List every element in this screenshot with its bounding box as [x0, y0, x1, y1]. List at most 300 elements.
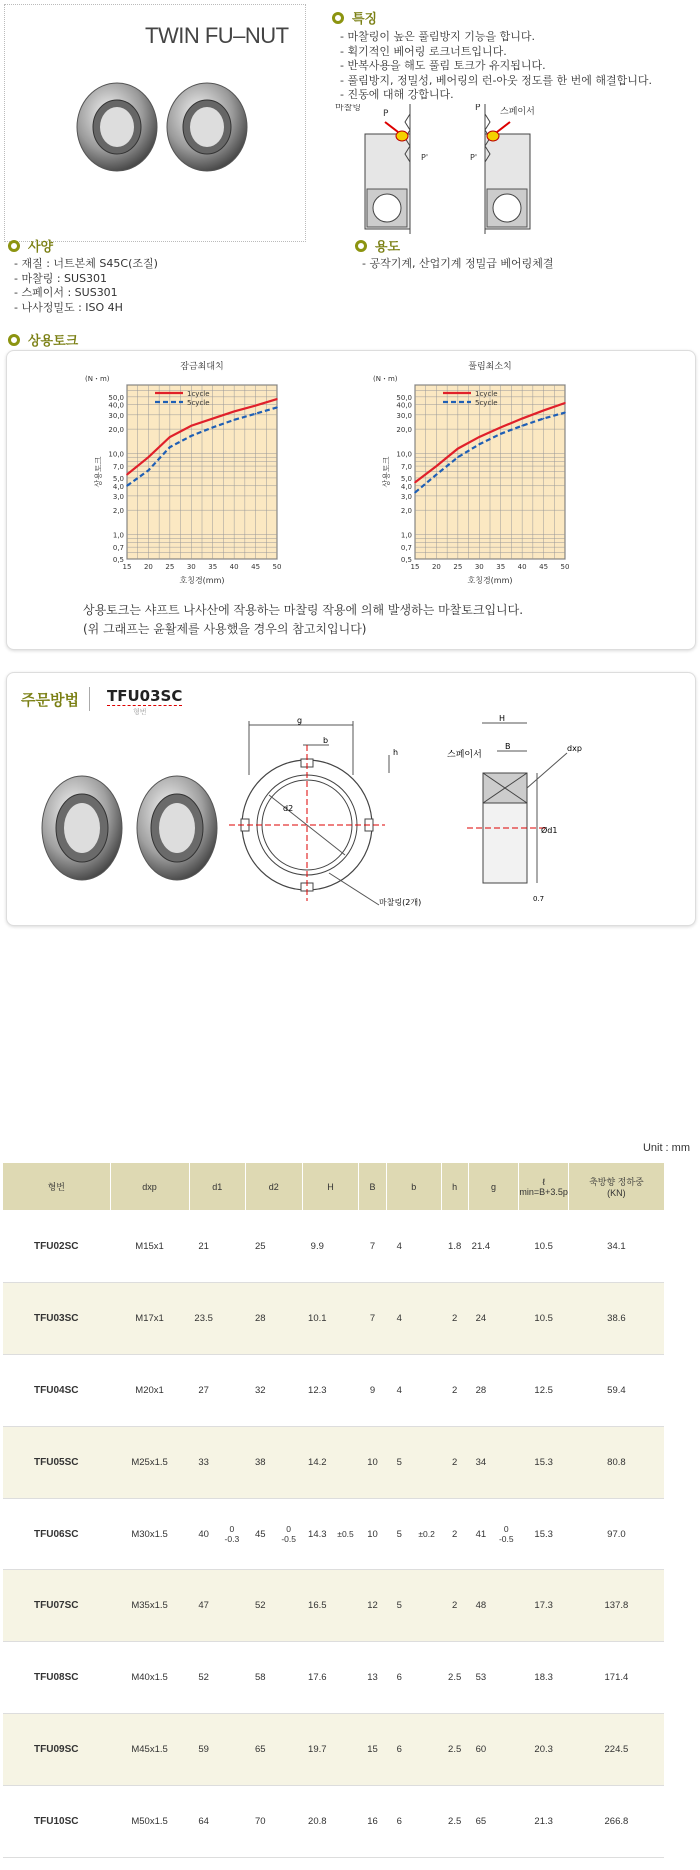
cell-B: 10 — [359, 1426, 387, 1498]
list-item: - 마찰링 : SUS301 — [14, 272, 158, 287]
p-prime-label: P' — [421, 153, 429, 162]
tolerance-cell — [494, 1354, 519, 1426]
dim-d1: Ød1 — [541, 826, 558, 835]
data-point — [564, 412, 566, 414]
y-tick-label: 7,0 — [112, 463, 124, 472]
cell-d2: 65 — [245, 1714, 275, 1786]
col-header-lmin: ℓ min=B+3.5p — [519, 1163, 569, 1211]
x-tick-label: 45 — [539, 563, 549, 571]
cell-b: 4 — [386, 1282, 412, 1354]
torque-note-line2: (위 그래프는 윤활제를 사용했을 경우의 참고치입니다) — [83, 622, 367, 636]
features-list — [340, 30, 652, 103]
tolerance-cell — [332, 1354, 358, 1426]
tolerance-cell — [412, 1354, 441, 1426]
data-point — [521, 425, 523, 427]
tolerance-cell: 0 -0.5 — [494, 1498, 519, 1570]
features-heading: 특징 — [332, 8, 377, 27]
tolerance-cell — [275, 1211, 302, 1283]
tolerance-cell — [412, 1426, 441, 1498]
cell-model: TFU09SC — [3, 1714, 111, 1786]
tolerance-cell — [218, 1211, 245, 1283]
torque-note — [83, 601, 523, 639]
p-prime-label-right: P' — [470, 153, 478, 162]
cell-load: 34.1 — [568, 1211, 664, 1283]
order-code: TFU03SC — [107, 687, 183, 705]
cell-b: 6 — [386, 1786, 412, 1858]
torque-note-line1: 상용토크는 샤프트 나사산에 작용하는 마찰링 작용에 의해 발생하는 마찰토크입니다. — [83, 603, 524, 617]
tolerance-cell — [494, 1714, 519, 1786]
spec-heading: 사양 — [8, 236, 53, 255]
cell-B: 7 — [359, 1282, 387, 1354]
cell-b: 4 — [386, 1211, 412, 1283]
cell-B: 15 — [359, 1714, 387, 1786]
y-tick-label: 10,0 — [396, 450, 412, 459]
cell-model: TFU02SC — [3, 1211, 111, 1283]
spacer-label: 스페이서 — [447, 750, 482, 760]
cell-lmin: 10.5 — [519, 1211, 569, 1283]
y-axis-label: 상용토크 — [382, 456, 391, 488]
y-tick-label: 1,0 — [112, 531, 124, 540]
tolerance-cell — [494, 1211, 519, 1283]
y-tick-label: 0,5 — [112, 556, 124, 564]
tolerance-cell — [494, 1426, 519, 1498]
data-point — [500, 427, 502, 429]
y-tick-label: 7,0 — [400, 463, 412, 472]
tolerance-cell — [218, 1570, 245, 1642]
table-row — [3, 1570, 700, 1642]
data-point — [414, 482, 416, 484]
cell-H: 9.9 — [302, 1211, 332, 1283]
cell-dxp: M30x1.5 — [110, 1498, 189, 1570]
bullet-icon — [8, 240, 20, 252]
cell-d2: 70 — [245, 1786, 275, 1858]
cell-d2: 52 — [245, 1570, 275, 1642]
cell-load: 171.4 — [568, 1642, 664, 1714]
tolerance-cell — [275, 1426, 302, 1498]
cell-b: 5 — [386, 1498, 412, 1570]
torque-card — [6, 350, 696, 650]
y-tick-label: 40,0 — [108, 401, 124, 410]
cell-model: TFU08SC — [3, 1642, 111, 1714]
cell-d2: 25 — [245, 1211, 275, 1283]
data-point — [436, 474, 438, 476]
cell-H: 14.3 — [302, 1498, 332, 1570]
table-row — [3, 1354, 700, 1426]
cell-d2: 38 — [245, 1426, 275, 1498]
data-point — [564, 402, 566, 404]
y-tick-label: 5,0 — [400, 474, 412, 483]
cell-h: 2 — [441, 1570, 468, 1642]
y-tick-label: 50,0 — [108, 393, 124, 402]
data-point — [457, 456, 459, 458]
y-tick-label: 40,0 — [396, 401, 412, 410]
cell-b: 4 — [386, 1354, 412, 1426]
y-tick-label: 30,0 — [108, 411, 124, 420]
cell-d1: 40 — [189, 1498, 218, 1570]
dim-H: H — [499, 714, 506, 723]
tolerance-cell — [332, 1282, 358, 1354]
data-point — [276, 407, 278, 409]
col-header-b: b — [386, 1163, 441, 1211]
cell-load: 224.5 — [568, 1714, 664, 1786]
cell-h: 2 — [441, 1498, 468, 1570]
cell-b: 5 — [386, 1570, 412, 1642]
cell-model: TFU10SC — [3, 1786, 111, 1858]
x-tick-label: 25 — [453, 563, 463, 571]
friction-ring-diagram — [335, 104, 555, 244]
friction-ring-count-label: 마찰링(2개) — [379, 898, 422, 907]
table-row — [3, 1426, 700, 1498]
y-tick-label: 0,5 — [400, 556, 412, 564]
tolerance-cell — [494, 1786, 519, 1858]
x-tick-label: 35 — [208, 563, 218, 571]
cell-H: 12.3 — [302, 1354, 332, 1426]
cell-load: 266.8 — [568, 1786, 664, 1858]
data-point — [276, 398, 278, 400]
data-point — [457, 448, 459, 450]
list-item: - 스페이서 : SUS301 — [14, 286, 158, 301]
product-title: TWIN FU–NUT — [145, 23, 289, 48]
data-point — [478, 436, 480, 438]
cell-g: 48 — [468, 1570, 494, 1642]
cell-lmin: 18.3 — [519, 1642, 569, 1714]
y-tick-label: 5,0 — [112, 474, 124, 483]
tolerance-cell: 0 -0.3 — [218, 1498, 245, 1570]
usage-list — [362, 257, 553, 272]
data-point — [190, 435, 192, 437]
x-tick-label: 15 — [410, 563, 420, 571]
locking-max-chart — [79, 357, 339, 597]
data-point — [212, 427, 214, 429]
cell-load: 38.6 — [568, 1282, 664, 1354]
tolerance-cell — [275, 1354, 302, 1426]
p-label: P — [383, 109, 389, 119]
cell-H: 19.7 — [302, 1714, 332, 1786]
cell-g: 53 — [468, 1642, 494, 1714]
x-axis-label: 호칭경(mm) — [467, 576, 513, 585]
col-header-d1: d1 — [189, 1163, 245, 1211]
cell-lmin: 17.3 — [519, 1570, 569, 1642]
cell-lmin: 15.3 — [519, 1426, 569, 1498]
cell-lmin: 12.5 — [519, 1354, 569, 1426]
chart-title: 풀림최소치 — [468, 362, 512, 372]
list-item: - 공작기계, 산업기계 정밀급 베어링체결 — [362, 257, 553, 272]
cell-load: 80.8 — [568, 1426, 664, 1498]
tolerance-cell — [412, 1570, 441, 1642]
data-point — [126, 485, 128, 487]
bullet-icon — [355, 240, 367, 252]
product-photo — [75, 75, 255, 185]
cell-B: 7 — [359, 1211, 387, 1283]
data-point — [521, 418, 523, 420]
front-view-drawing — [229, 715, 449, 915]
spec-list — [14, 257, 158, 315]
x-tick-label: 30 — [474, 563, 484, 571]
data-point — [414, 492, 416, 494]
list-item: - 마찰링이 높은 풀림방지 기능을 합니다. — [340, 30, 652, 45]
data-point — [212, 418, 214, 420]
bullet-icon — [8, 334, 20, 346]
cell-lmin: 20.3 — [519, 1714, 569, 1786]
table-row — [3, 1642, 700, 1714]
usage-heading: 용도 — [355, 236, 400, 255]
friction-ring-label: 마찰링 — [335, 104, 362, 113]
cell-d1: 21 — [189, 1211, 218, 1283]
cell-d2: 45 — [245, 1498, 275, 1570]
cell-h: 2.5 — [441, 1786, 468, 1858]
cell-g: 21.4 — [468, 1211, 494, 1283]
y-tick-label: 4,0 — [400, 482, 412, 491]
col-header-B: B — [359, 1163, 387, 1211]
tolerance-cell — [332, 1714, 358, 1786]
list-item: - 재질 : 너트본체 S45C(조질) — [14, 257, 158, 272]
tolerance-cell — [218, 1426, 245, 1498]
col-header-model: 형번 — [3, 1163, 111, 1211]
data-point — [255, 405, 257, 407]
tolerance-cell: ±0.2 — [412, 1498, 441, 1570]
list-item: - 나사정밀도 : ISO 4H — [14, 301, 158, 316]
cell-dxp: M25x1.5 — [110, 1426, 189, 1498]
cell-B: 9 — [359, 1354, 387, 1426]
y-tick-label: 10,0 — [108, 450, 124, 459]
cell-d2: 32 — [245, 1354, 275, 1426]
tolerance-cell — [218, 1786, 245, 1858]
y-unit-label: (N・m) — [85, 375, 110, 383]
tolerance-cell — [218, 1354, 245, 1426]
data-point — [478, 443, 480, 445]
table-row — [3, 1498, 700, 1570]
data-point — [233, 411, 235, 413]
list-item: - 획기적인 베어링 로크너트입니다. — [340, 45, 652, 60]
tolerance-cell — [412, 1282, 441, 1354]
data-point — [233, 419, 235, 421]
cell-H: 14.2 — [302, 1426, 332, 1498]
tolerance-cell — [412, 1642, 441, 1714]
cell-dxp: M15x1 — [110, 1211, 189, 1283]
data-point — [543, 418, 545, 420]
cell-dxp: M35x1.5 — [110, 1570, 189, 1642]
cell-b: 6 — [386, 1714, 412, 1786]
cell-lmin: 21.3 — [519, 1786, 569, 1858]
cell-dxp: M17x1 — [110, 1282, 189, 1354]
table-row — [3, 1714, 700, 1786]
cell-load: 59.4 — [568, 1354, 664, 1426]
tolerance-cell — [218, 1714, 245, 1786]
y-tick-label: 3,0 — [112, 492, 124, 501]
y-tick-label: 2,0 — [112, 507, 124, 516]
y-tick-label: 20,0 — [396, 426, 412, 435]
tolerance-cell — [412, 1786, 441, 1858]
tolerance-cell — [332, 1786, 358, 1858]
tolerance-cell — [218, 1282, 245, 1354]
data-point — [169, 446, 171, 448]
cell-h: 2 — [441, 1426, 468, 1498]
spacer-label: 스페이서 — [500, 107, 535, 117]
tolerance-cell — [332, 1426, 358, 1498]
y-tick-label: 3,0 — [400, 492, 412, 501]
list-item: - 반복사용을 해도 풀림 토크가 유지됩니다. — [340, 59, 652, 74]
x-tick-label: 35 — [496, 563, 506, 571]
cell-d1: 64 — [189, 1786, 218, 1858]
cell-dxp: M20x1 — [110, 1354, 189, 1426]
cell-model: TFU03SC — [3, 1282, 111, 1354]
y-tick-label: 0,7 — [400, 544, 412, 553]
tolerance-cell — [275, 1282, 302, 1354]
cell-model: TFU06SC — [3, 1498, 111, 1570]
cell-dxp: M50x1.5 — [110, 1786, 189, 1858]
cell-load: 97.0 — [568, 1498, 664, 1570]
col-header-H: H — [302, 1163, 358, 1211]
cell-H: 16.5 — [302, 1570, 332, 1642]
list-item: - 풀림방지, 정밀성, 베어링의 런-아웃 정도를 한 번에 해결합니다. — [340, 74, 652, 89]
x-tick-label: 20 — [143, 563, 153, 571]
product-image-box — [4, 4, 306, 242]
x-tick-label: 30 — [186, 563, 196, 571]
cell-g: 28 — [468, 1354, 494, 1426]
dim-dxp: dxp — [567, 744, 582, 753]
cell-h: 2 — [441, 1282, 468, 1354]
cell-B: 13 — [359, 1642, 387, 1714]
list-item: - 진동에 대해 강합니다. — [340, 88, 652, 103]
order-code-caption: 형번 — [133, 708, 147, 716]
cell-g: 24 — [468, 1282, 494, 1354]
bullet-icon — [332, 12, 344, 24]
dim-thickness: 0.7 — [533, 895, 545, 903]
order-title: 주문방법 — [21, 691, 79, 709]
y-unit-label: (N・m) — [373, 375, 398, 383]
tolerance-cell — [412, 1714, 441, 1786]
spec-table — [2, 1162, 700, 1858]
cell-h: 2 — [441, 1354, 468, 1426]
col-header-g: g — [468, 1163, 519, 1211]
cell-model: TFU07SC — [3, 1570, 111, 1642]
cell-g: 60 — [468, 1714, 494, 1786]
data-point — [126, 474, 128, 476]
section-view-drawing — [447, 713, 687, 913]
legend-label: 5cycle — [475, 399, 498, 407]
order-card — [6, 672, 696, 926]
cell-B: 12 — [359, 1570, 387, 1642]
tolerance-cell — [332, 1570, 358, 1642]
y-tick-label: 0,7 — [112, 544, 124, 553]
tolerance-cell — [275, 1714, 302, 1786]
y-tick-label: 20,0 — [108, 426, 124, 435]
tolerance-cell — [494, 1642, 519, 1714]
y-tick-label: 1,0 — [400, 531, 412, 540]
x-tick-label: 50 — [272, 563, 282, 571]
col-header-dxp: dxp — [110, 1163, 189, 1211]
y-tick-label: 30,0 — [396, 411, 412, 420]
dim-h: h — [393, 748, 399, 757]
table-row — [3, 1282, 700, 1354]
x-tick-label: 45 — [251, 563, 261, 571]
cell-h: 2.5 — [441, 1642, 468, 1714]
dim-g: g — [297, 716, 303, 725]
col-header-d2: d2 — [245, 1163, 302, 1211]
cell-d1: 52 — [189, 1642, 218, 1714]
data-point — [169, 436, 171, 438]
cell-B: 16 — [359, 1786, 387, 1858]
cell-lmin: 15.3 — [519, 1498, 569, 1570]
table-row — [3, 1786, 700, 1858]
cell-model: TFU04SC — [3, 1354, 111, 1426]
legend-label: 1cycle — [475, 390, 498, 398]
loosening-min-chart — [367, 357, 627, 597]
cell-lmin: 10.5 — [519, 1282, 569, 1354]
x-tick-label: 40 — [229, 563, 239, 571]
tolerance-cell — [332, 1211, 358, 1283]
legend-label: 1cycle — [187, 390, 210, 398]
cell-h: 2.5 — [441, 1714, 468, 1786]
cell-b: 6 — [386, 1642, 412, 1714]
dim-B: B — [505, 742, 511, 751]
cell-dxp: M40x1.5 — [110, 1642, 189, 1714]
cell-dxp: M45x1.5 — [110, 1714, 189, 1786]
cell-B: 10 — [359, 1498, 387, 1570]
tolerance-cell — [275, 1786, 302, 1858]
cell-d1: 33 — [189, 1426, 218, 1498]
cell-d1: 59 — [189, 1714, 218, 1786]
chart-title: 잠금최대치 — [180, 362, 224, 372]
tolerance-cell — [275, 1642, 302, 1714]
product-photo-large — [37, 768, 227, 888]
tolerance-cell — [494, 1570, 519, 1642]
data-point — [543, 410, 545, 412]
data-point — [436, 465, 438, 467]
tolerance-cell: 0 -0.5 — [275, 1498, 302, 1570]
dim-b: b — [323, 736, 329, 745]
cell-H: 17.6 — [302, 1642, 332, 1714]
dim-d2: d2 — [283, 804, 294, 813]
legend-label: 5cycle — [187, 399, 210, 407]
cell-d1: 47 — [189, 1570, 218, 1642]
col-header-h: h — [441, 1163, 468, 1211]
data-point — [148, 470, 150, 472]
x-tick-label: 20 — [431, 563, 441, 571]
x-tick-label: 40 — [517, 563, 527, 571]
tolerance-cell — [494, 1282, 519, 1354]
p-label-right: P — [475, 104, 481, 113]
cell-d2: 28 — [245, 1282, 275, 1354]
divider — [89, 687, 90, 711]
cell-b: 5 — [386, 1426, 412, 1498]
cell-d2: 58 — [245, 1642, 275, 1714]
x-axis-label: 호칭경(mm) — [179, 576, 225, 585]
y-tick-label: 4,0 — [112, 482, 124, 491]
data-point — [500, 433, 502, 435]
table-unit: Unit : mm — [642, 1142, 690, 1154]
x-tick-label: 25 — [165, 563, 175, 571]
cell-H: 20.8 — [302, 1786, 332, 1858]
col-header-load: 축방향 정하중 (KN) — [568, 1163, 664, 1211]
tolerance-cell — [412, 1211, 441, 1283]
y-tick-label: 50,0 — [396, 393, 412, 402]
cell-d1: 27 — [189, 1354, 218, 1426]
tolerance-cell: ±0.5 — [332, 1498, 358, 1570]
tolerance-cell — [332, 1642, 358, 1714]
data-point — [148, 456, 150, 458]
data-point — [255, 413, 257, 415]
data-point — [190, 425, 192, 427]
x-tick-label: 50 — [560, 563, 570, 571]
cell-load: 137.8 — [568, 1570, 664, 1642]
cell-model: TFU05SC — [3, 1426, 111, 1498]
cell-d1: 23.5 — [189, 1282, 218, 1354]
tolerance-cell — [275, 1570, 302, 1642]
torque-heading: 상용토크 — [8, 330, 78, 349]
y-tick-label: 2,0 — [400, 507, 412, 516]
cell-g: 65 — [468, 1786, 494, 1858]
